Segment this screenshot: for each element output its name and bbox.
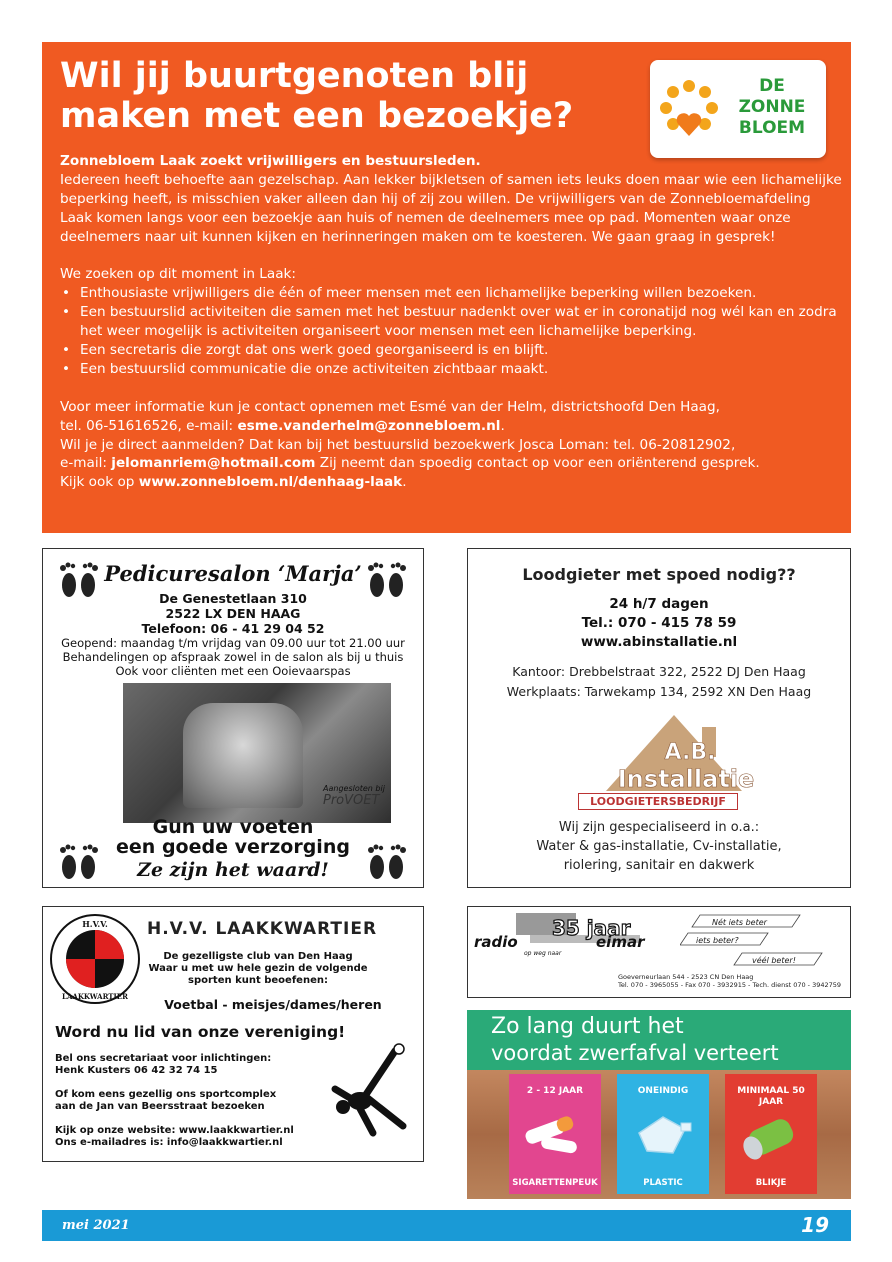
hvv-club-text: De gezelligste club van Den Haag Waar u met uw hele gezin de volgende sporten kunt beoefenen: [148,951,368,986]
football-player-icon [325,1041,415,1141]
zonnebloem-ad [42,42,851,533]
zonnebloem-headline [60,56,620,136]
seeking-text: We zoeken op dit moment in Laak: [60,266,296,283]
quality-text-1: Nét iets beter [712,918,767,927]
card-can: MINIMAAL 50 JAAR BLIKJE [725,1074,817,1194]
badge-top-text: H.V.V. [82,919,108,929]
plumber-title: Loodgieter met spoed nodig?? [522,565,796,584]
signup-text: Wil je je direct aanmelden? Dat kan bij het bestuurslid bezoekwerk Josca Loman: tel. 06-20812902, [60,436,736,453]
quality-text-2: iets beter? [696,936,739,945]
list-item: • Een bestuurslid activiteiten die samen met het bestuur nadenkt over wat er in coronatijd nog wél kan en zodra het weer mogelijk is activiteiten organiseert voor mensen met een lichamelijke beperking. [60,303,845,341]
pedicure-info: De Genestetlaan 310 2522 LX DEN HAAG Telefoon: 06 - 41 29 04 52 Geopend: maandag t/m vrijdag van 09.00 uur tot 21.00 uur Behandelingen op afspraak zowel in de salon als bij u thuis Ook voor cliënten met een Ooievaarspas [61,591,405,678]
card-cigarette: 2 - 12 JAAR SIGARETTENPEUK [509,1074,601,1194]
plastic-bottle-icon [623,1103,703,1163]
email-link-esme[interactable]: esme.vanderhelm@zonnebloem.nl [237,417,501,434]
pedicure-ad [42,548,424,888]
hvv-email-link[interactable]: Ons e-mailadres is: info@laakkwartier.nl [55,1137,283,1148]
quality-text-3: véél beter! [752,956,796,965]
zwerf-title-2: voordat zwerfafval verteert [491,1041,779,1065]
pedicure-slogan: Gun uw voeten een goede verzorging [116,816,350,858]
zonnebloem-logo-text: DE ZONNE BLOEM [738,76,806,138]
issue-date: mei 2021 [62,1218,130,1233]
radio-heimar-logo [474,913,674,971]
list-item: • Een bestuurslid communicatie die onze activiteiten zichtbaar maakt. [60,360,845,379]
badge-bottom-text: LAAKKWARTIER [62,992,128,1001]
provoet-logo: Aangesloten bij ProVOET [323,784,385,808]
hvv-title: H.V.V. LAAKKWARTIER [147,919,378,939]
sunflower-icon [658,78,720,140]
hvv-visit-text: Of kom eens gezellig ons sportcomplex aan de Jan van Beersstraat bezoeken [55,1089,277,1112]
plumber-addresses: Kantoor: Drebbelstraat 322, 2522 DJ Den Haag Werkplaats: Tarwekamp 134, 2592 XN Den Haag [506,664,812,699]
card-plastic: ONEINDIG PLASTIC [617,1074,709,1194]
zwerfafval-ad [467,1010,851,1199]
vacancy-list [60,284,845,379]
hvv-sports: Voetbal - meisjes/dames/heren [164,997,382,1012]
zonnebloem-logo [650,60,826,158]
zonnebloem-body: Zonnebloem Laak zoekt vrijwilligers en bestuursleden. Iedereen heeft behoefte aan gezelschap. Aan lekker bijkletsen of samen iets leuks doen maar wie een lichamelijke beperking heeft, is misschien vaker alleen dan hij of zij zou willen. De vrijwilligers van de Zonnebloemafdeling Laak komen langs voor een bezoekje aan huis of nemen de deelnemers mee op pad. Momenten waar onze deelnemers naar uit kunnen kijken en herinneringen maken om te koesteren. We gaan graag in gesprek! We zoeken op dit moment in Laak: • Enthousiaste vrijwilligers die één of meer mensen met een lichamelijke beperking willen bezoeken. • Een bestuurslid activiteiten die samen met het bestuur nadenkt over wat er in coronatijd nog wél kan en zodra het weer mogelijk is activiteiten organiseert voor mensen met een lichamelijke beperking. • Een secretaris die zorgt dat ons werk goed georganiseerd is en blijft. • Een bestuurslid communicatie die onze activiteiten zichtbaar maakt. Voor meer informatie kun je contact opnemen met Esmé van der Helm, districtshoofd Den Haag, tel. 06-51616526, e-mail: esme.vanderhelm@zonnebloem.nl. Wil je je direct aanmelden? Dat kan bij het bestuurslid bezoekwerk Josca Loman: tel. 06-20812902, e-mail: jelomanriem@hotmail.com Zij neemt dan spoedig contact op voor een oriënterend gesprek. Kijk ook op www.zonnebloem.nl/denhaag-laak. [60,152,845,492]
lead-text: Zonnebloem Laak zoekt vrijwilligers en bestuursleden. [60,153,481,169]
hvv-join-heading: Word nu lid van onze vereniging! [55,1023,346,1041]
pedicure-title: Pedicuresalon ‘Marja’ [104,561,362,586]
zwerf-title-1: Zo lang duurt het [491,1014,684,1039]
cigarette-icon [515,1103,595,1163]
can-icon [731,1108,811,1168]
plumber-specialties: Wij zijn gespecialiseerd in o.a.: Water & gas-installatie, Cv-installatie, riolering, sanitair en dakwerk [536,820,782,873]
radio-name-left: radio [474,933,518,951]
hvv-ad [42,906,424,1162]
headline-line-1: Wil jij buurtgenoten blij [60,56,529,96]
hvv-web-text [55,1125,335,1149]
hvv-club-badge [49,913,141,1005]
radio-years: 35 jaar [552,916,631,940]
headline-line-2: maken met een bezoekje? [60,96,574,136]
hvv-website-link[interactable]: Kijk op onze website: www.laakkwartier.nl [55,1125,294,1136]
pedicure-tagline: Ze zijn het waard! [137,859,329,881]
plumber-contact: 24 h/7 dagen Tel.: 070 - 415 78 59 www.abinstallatie.nl [468,595,850,652]
intro-text: Iedereen heeft behoefte aan gezelschap. Aan lekker bijkletsen of samen iets leuks doen maar wie een lichamelijke beperking heeft, is misschien vaker alleen dan hij of zij zou willen. De vrijwilligers van de Zonnebloemafdeling Laak komen langs voor een bezoekje aan huis of nemen de deelnemers mee op pad. Momenten waar onze deelnemers naar uit kunnen kijken en herinneringen maken om te koesteren. We gaan graag in gesprek! [60,171,842,245]
contact-text: Voor meer informatie kun je contact opnemen met Esmé van der Helm, districtshoofd Den Haag, [60,398,720,415]
pedicure-chair-image [183,703,303,808]
plumber-ad [467,548,851,888]
radio-address: Goeverneurlaan 544 - 2523 CN Den Haag Tel. 070 - 3965055 - Fax 070 - 3932915 - Tech. dienst 070 - 3942759 [618,973,842,989]
radio-name-right: eimar [596,933,645,951]
page-number: 19 [801,1213,829,1237]
radio-heimar-ad [467,906,851,998]
radio-tagline: op weg naar [524,950,562,957]
email-link-josca[interactable]: jelomanriem@hotmail.com [111,455,316,472]
plumber-website-link[interactable]: www.abinstallatie.nl [580,634,738,650]
quality-boxes [680,913,844,973]
logo-name-text: Installatie [617,765,755,793]
logo-subtitle: LOODGIETERSBEDRIJF [578,793,738,810]
page-footer [42,1210,851,1241]
hvv-call-text: Bel ons secretariaat voor inlichtingen: Henk Kusters 06 42 32 74 15 [55,1053,272,1076]
list-item: • Een secretaris die zorgt dat ons werk goed georganiseerd is en blijft. [60,341,845,360]
logo-ab-text: A.B. [664,740,716,765]
list-item: • Enthousiaste vrijwilligers die één of meer mensen met een lichamelijke beperking willen bezoeken. [60,284,845,303]
website-link[interactable]: www.zonnebloem.nl/denhaag-laak [138,474,403,491]
